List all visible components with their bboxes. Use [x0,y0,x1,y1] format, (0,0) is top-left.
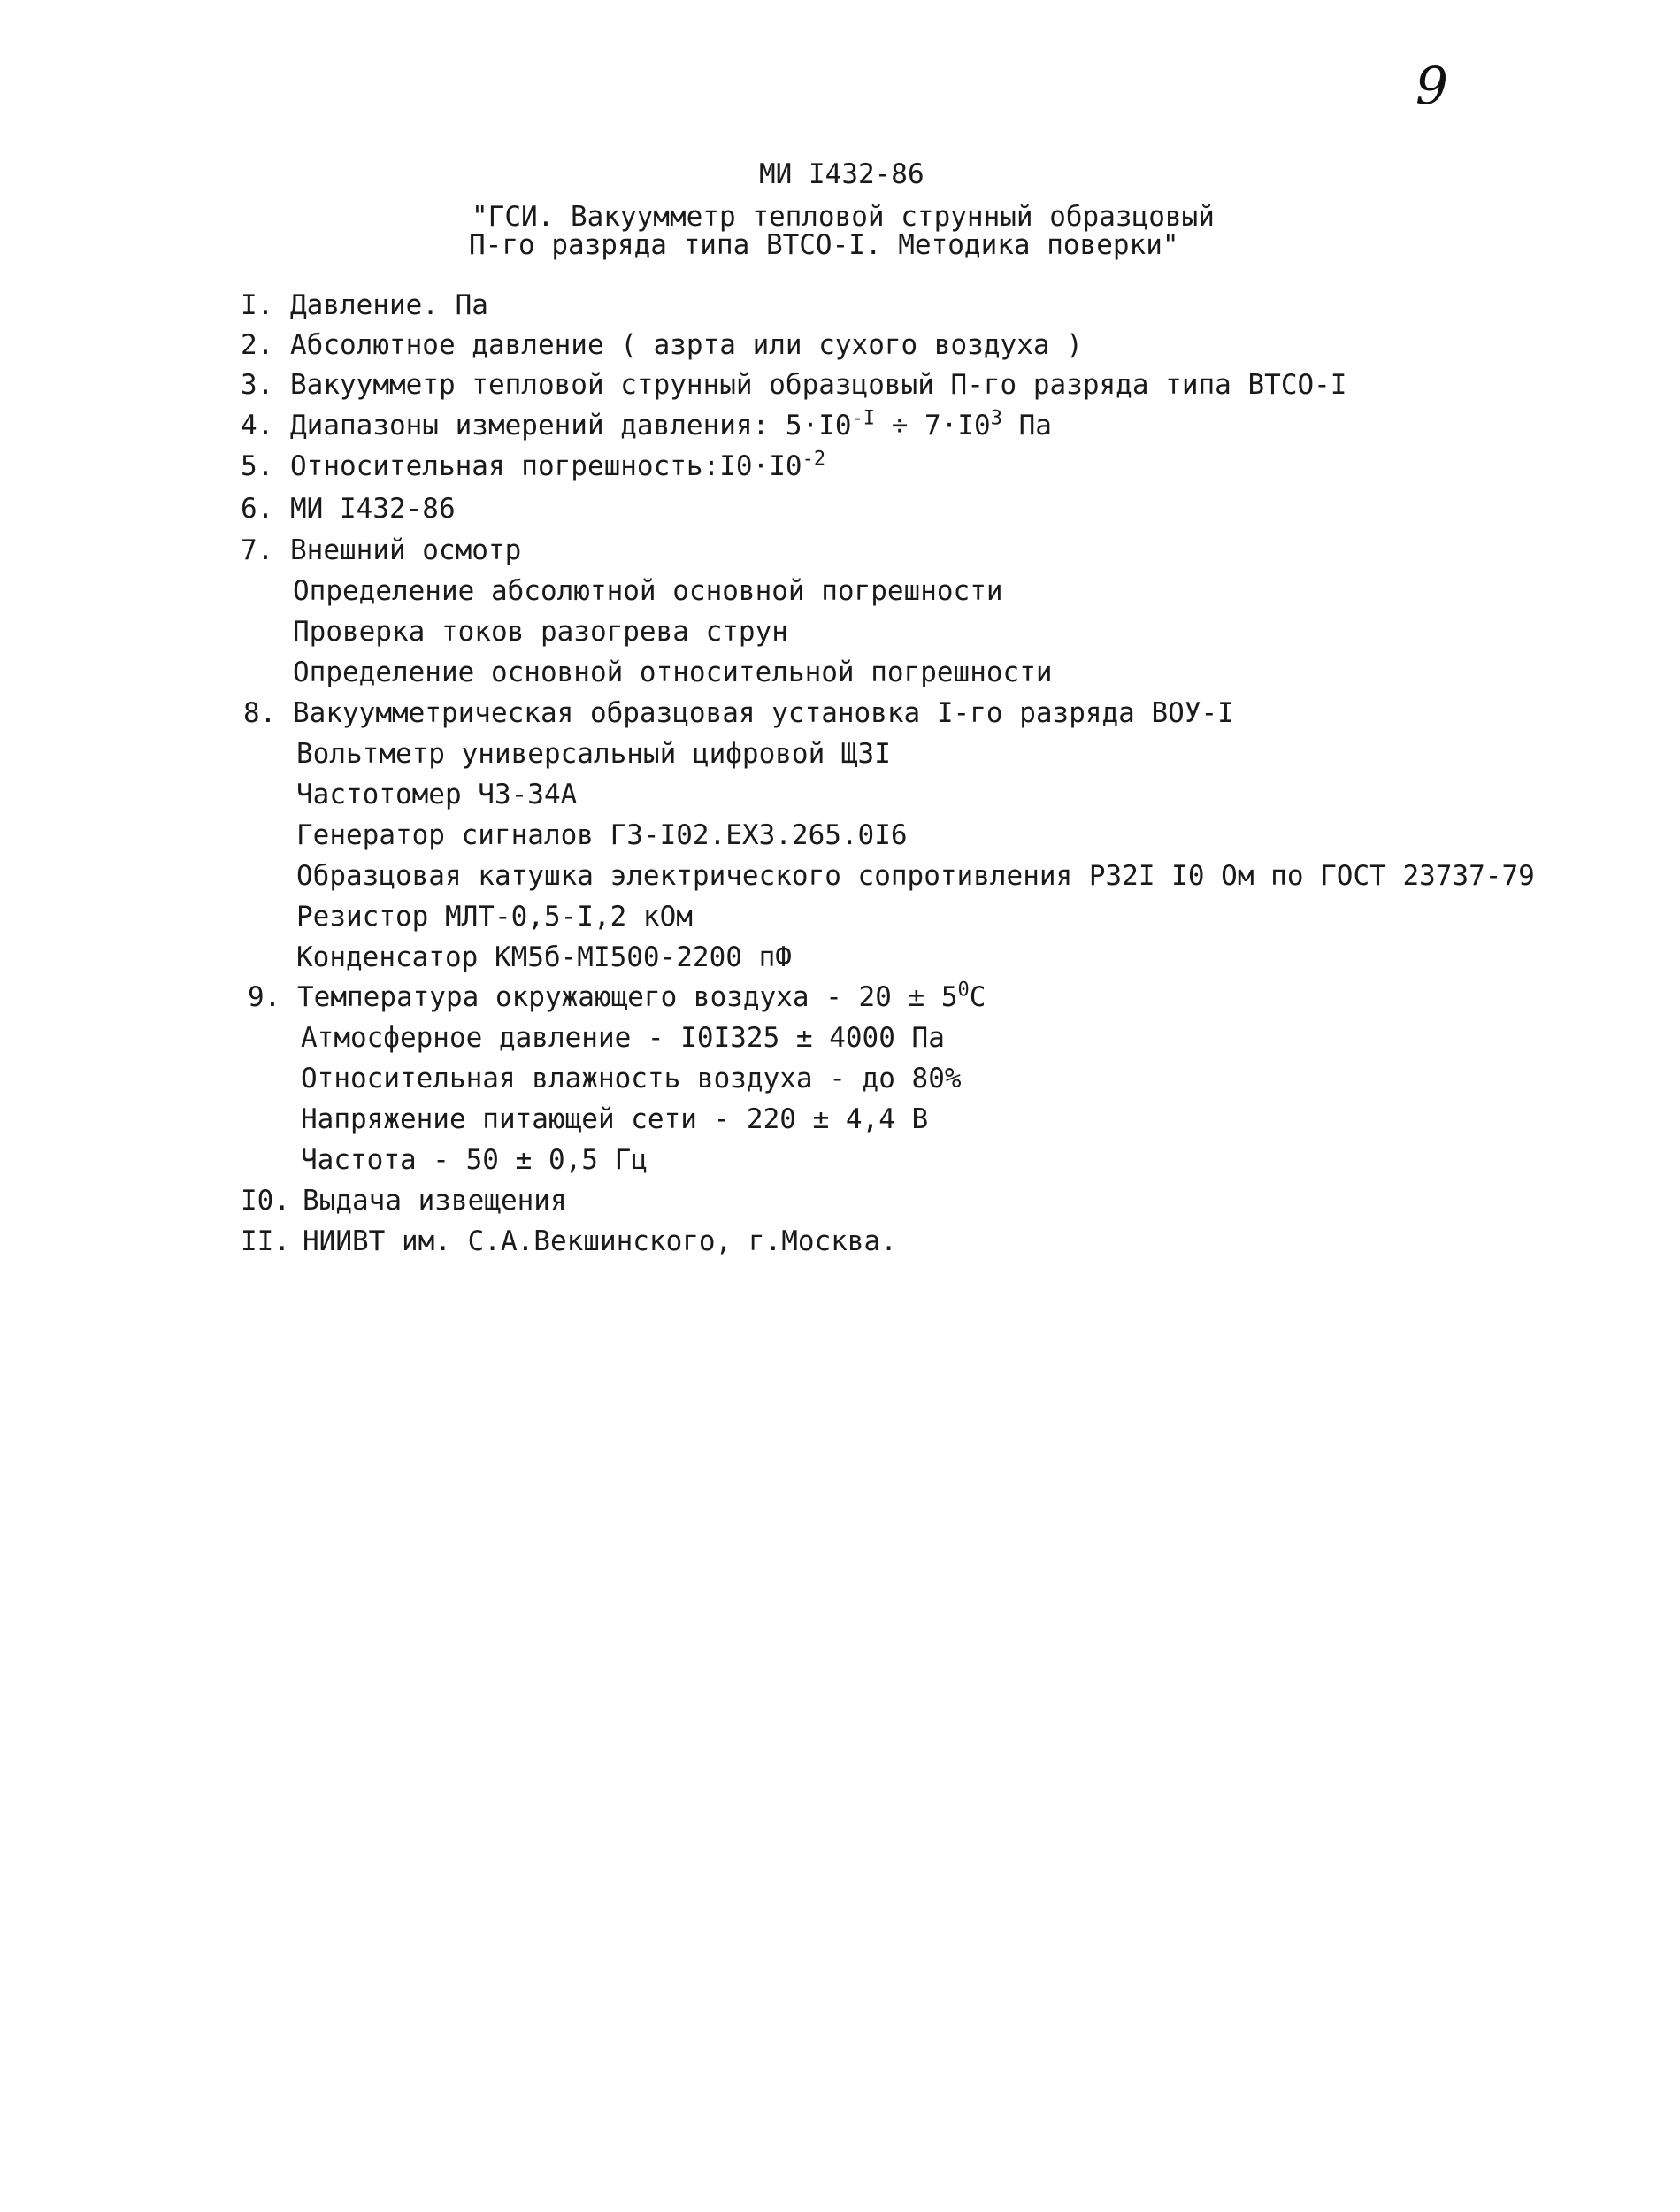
item-text: МИ I432-86 [290,493,456,525]
item-number: 6. [241,493,274,525]
item-number: 9. [248,981,281,1013]
item-text [297,979,986,1013]
document-code: МИ I432-86 [759,158,924,190]
sub-item: Образцовая катушка электрического сопротивления Р32I I0 Ом по ГОСТ 23737-79 [296,860,1535,892]
exponent: 0 [957,979,970,1002]
sub-item: Определение абсолютной основной погрешности [293,575,1003,607]
sub-item: Резистор МЛТ-0,5-I,2 кОм [296,901,693,933]
item-text: Вакуумметрическая образцовая установка I-го разряда ВОУ-I [293,697,1234,729]
item-number: 7. [241,534,274,566]
item-number: I0. [241,1185,290,1217]
item-text-part: Температура окружающего воздуха - 20 ± 5 [297,981,958,1013]
document-title-line-1: "ГСИ. Вакуумметр тепловой струнный образцовый [472,201,1215,233]
item-number: 4. [241,410,274,442]
sub-item: Конденсатор КМ5б-МI500-2200 пФ [296,941,792,973]
item-text: НИИВТ им. С.А.Векшинского, г.Москва. [303,1225,897,1257]
exponent: -I [851,407,876,430]
item-text: Выдача извещения [303,1185,567,1217]
sub-item: Частота - 50 ± 0,5 Гц [301,1144,648,1176]
sub-item: Напряжение питающей сети - 220 ± 4,4 В [301,1103,929,1135]
item-number: 5. [241,450,274,482]
exponent: -2 [802,448,826,471]
item-text-part: Диапазоны измерений давления: 5·I0 [290,410,852,442]
sub-item: Атмосферное давление - I0I325 ± 4000 Па [301,1022,945,1054]
item-text [290,407,1052,442]
sub-item: Относительная влажность воздуха - до 80% [301,1063,962,1094]
item-text: Внешний осмотр [290,534,522,566]
item-number: I. [241,289,274,321]
item-number: II. [241,1225,290,1257]
sub-item: Частотомер Ч3-34А [296,779,578,810]
item-number: 3. [241,369,274,401]
item-text [290,448,826,482]
sub-item: Генератор сигналов Г3-I02.ЕХ3.265.0I6 [296,819,908,851]
page-number: 9 [1415,56,1448,116]
item-text-part: Относительная погрешность:I0·I0 [290,450,802,482]
item-text-part: С [969,981,986,1013]
item-number: 2. [241,329,274,361]
item-number: 8. [243,697,277,729]
item-text-part: ÷ 7·I0 [875,410,991,442]
item-text: Абсолютное давление ( азрта или сухого воздуха ) [290,329,1083,361]
item-text: Вакуумметр тепловой струнный образцовый П-го разряда типа ВТСО-I [290,369,1347,401]
exponent: 3 [990,407,1002,430]
item-text-part: Па [1001,410,1052,442]
sub-item: Вольтметр универсальный цифровой Щ3I [296,738,891,770]
item-text: Давление. Па [290,289,488,321]
document-title-line-2: П-го разряда типа ВТСО-I. Методика поверки" [469,229,1179,261]
sub-item: Определение основной относительной погрешности [293,657,1053,688]
sub-item: Проверка токов разогрева струн [293,616,788,648]
